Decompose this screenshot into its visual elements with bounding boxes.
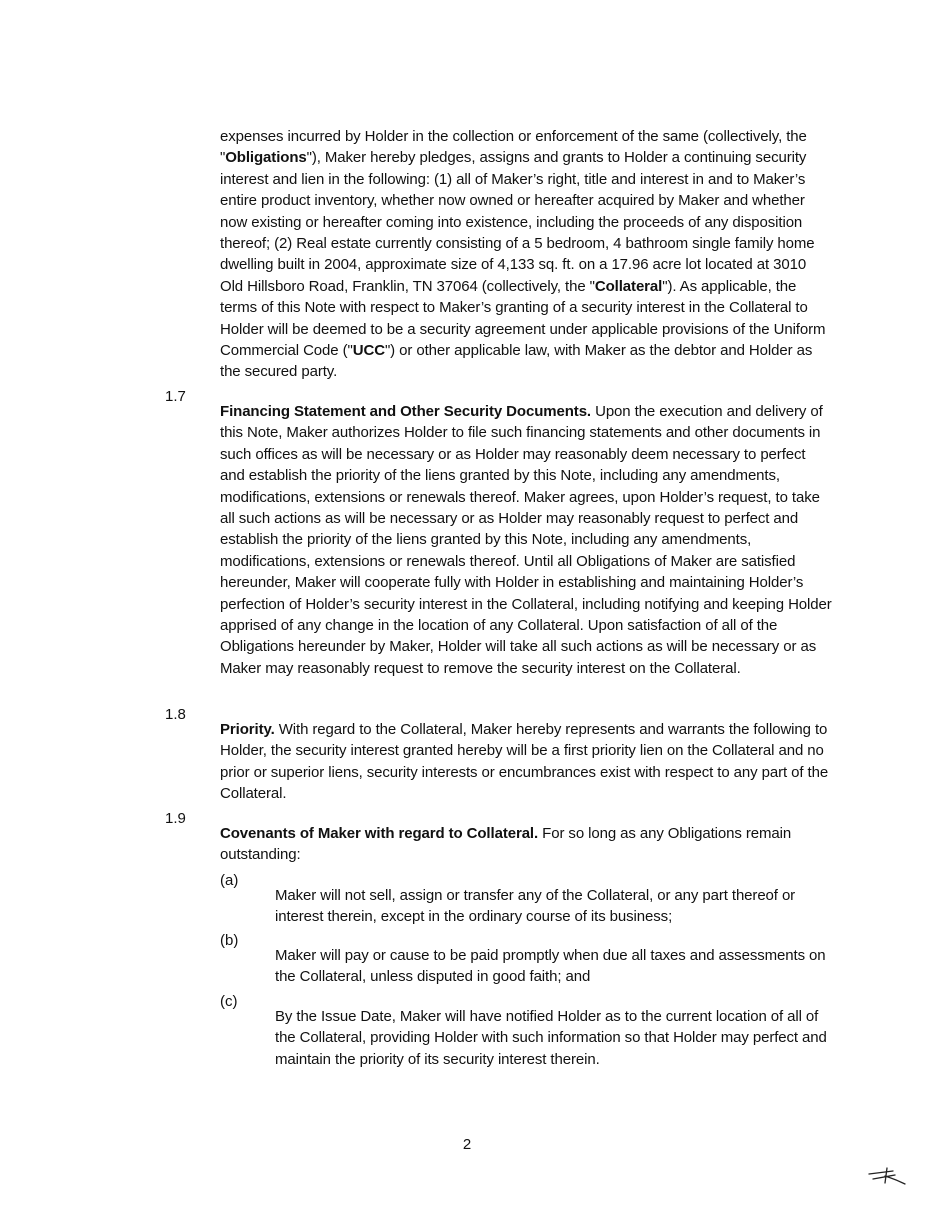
subitem-b-text: Maker will pay or cause to be paid promptly when due all taxes and assessments on the Collateral, unless disputed in good faith; and xyxy=(275,947,826,986)
subitem-a-text: Maker will not sell, assign or transfer any of the Collateral, or any part thereof or interest therein, except in the ordinary course of its business; xyxy=(275,887,796,926)
defined-term-collateral: Collateral xyxy=(594,277,663,295)
subitem-label-b: (b) xyxy=(220,932,239,949)
section-1-7-heading: Financing Statement and Other Security Documents. xyxy=(220,403,592,420)
section-number-1-8: 1.8 xyxy=(165,706,186,723)
subitem-label-c: (c) xyxy=(220,993,238,1010)
section-number-1-7: 1.7 xyxy=(165,388,186,405)
defined-term-obligations: Obligations xyxy=(225,149,307,167)
section-1-7-body: Upon the execution and delivery of this Note, Maker authorizes Holder to file such financing statements and other documents in such offices as will be necessary or as Holder may reasonably deem necessary to perfect and establish the priority of the liens granted by this Note, including any amendments, modifications, extensions or renewals thereof. Maker agrees, upon Holder’s request, to take all such actions as will be necessary or as Holder may reasonably request to perfect and establish the priority of the liens granted by this Note, including any amendments, modifications, extensions or renewals thereof. Until all Obligations of Maker are satisfied hereunder, Maker will cooperate fully with Holder in establishing and maintaining Holder’s perfection of Holder’s security interest in the Collateral, including notifying and keeping Holder apprised of any change in the location of any Collateral. Upon satisfaction of all of the Obligations hereunder by Maker, Holder will take all such actions as will be necessary or as Maker may reasonably request to remove the security interest on the Collateral. xyxy=(220,403,832,677)
section-1-8-body: With regard to the Collateral, Maker hereby represents and warrants the following to Holder, the security interest granted hereby will be a first priority lien on the Collateral and no prior or superior liens, security interests or encumbrances exist with respect to any part of the Collateral. xyxy=(220,721,829,803)
section-1-9-paragraph xyxy=(220,823,832,866)
subitem-c-text: By the Issue Date, Maker will have notified Holder as to the current location of all of the Collateral, providing Holder with such information so that Holder may perfect and maintain the priority of its security interest therein. xyxy=(275,1008,827,1068)
section-1-9-heading: Covenants of Maker with regard to Collateral. xyxy=(220,825,539,842)
handwritten-initials xyxy=(866,1162,908,1188)
section-1-8-paragraph xyxy=(220,719,832,805)
section-1-8-heading: Priority. xyxy=(220,721,275,738)
section-number-1-9: 1.9 xyxy=(165,810,186,827)
intro-paragraph: expenses incurred by Holder in the collection or enforcement of the same (collectively, the "Obligations"), Maker hereby pledges, assigns and grants to Holder a continuing security interest and lien in the following: (1) all of Maker’s right, title and interest in and to Maker’s entire product inventory, whether now owned or hereafter acquired by Maker and whether now existing or hereafter coming into existence, including the proceeds of any disposition thereof; (2) Real estate currently consisting of a 5 bedroom, 4 bathroom single family home dwelling built in 2004, approximate size of 4,133 sq. ft. on a 17.96 acre lot located at 3010 Old Hillsboro Road, Franklin, TN 37064 (collectively, the "Collateral"). As applicable, the terms of this Note with respect to Maker’s granting of a security interest in the Collateral to Holder will be deemed to be a security agreement under applicable provisions of the Uniform Commercial Code ("UCC") or other applicable law, with Maker as the debtor and Holder as the secured party. xyxy=(220,128,826,381)
section-1-9-body: For so long as any Obligations remain outstanding: xyxy=(220,825,792,864)
defined-term-ucc: UCC xyxy=(352,342,385,360)
section-1-7-paragraph xyxy=(220,401,832,679)
subitem-label-a: (a) xyxy=(220,872,239,889)
page-number: 2 xyxy=(462,1136,472,1153)
